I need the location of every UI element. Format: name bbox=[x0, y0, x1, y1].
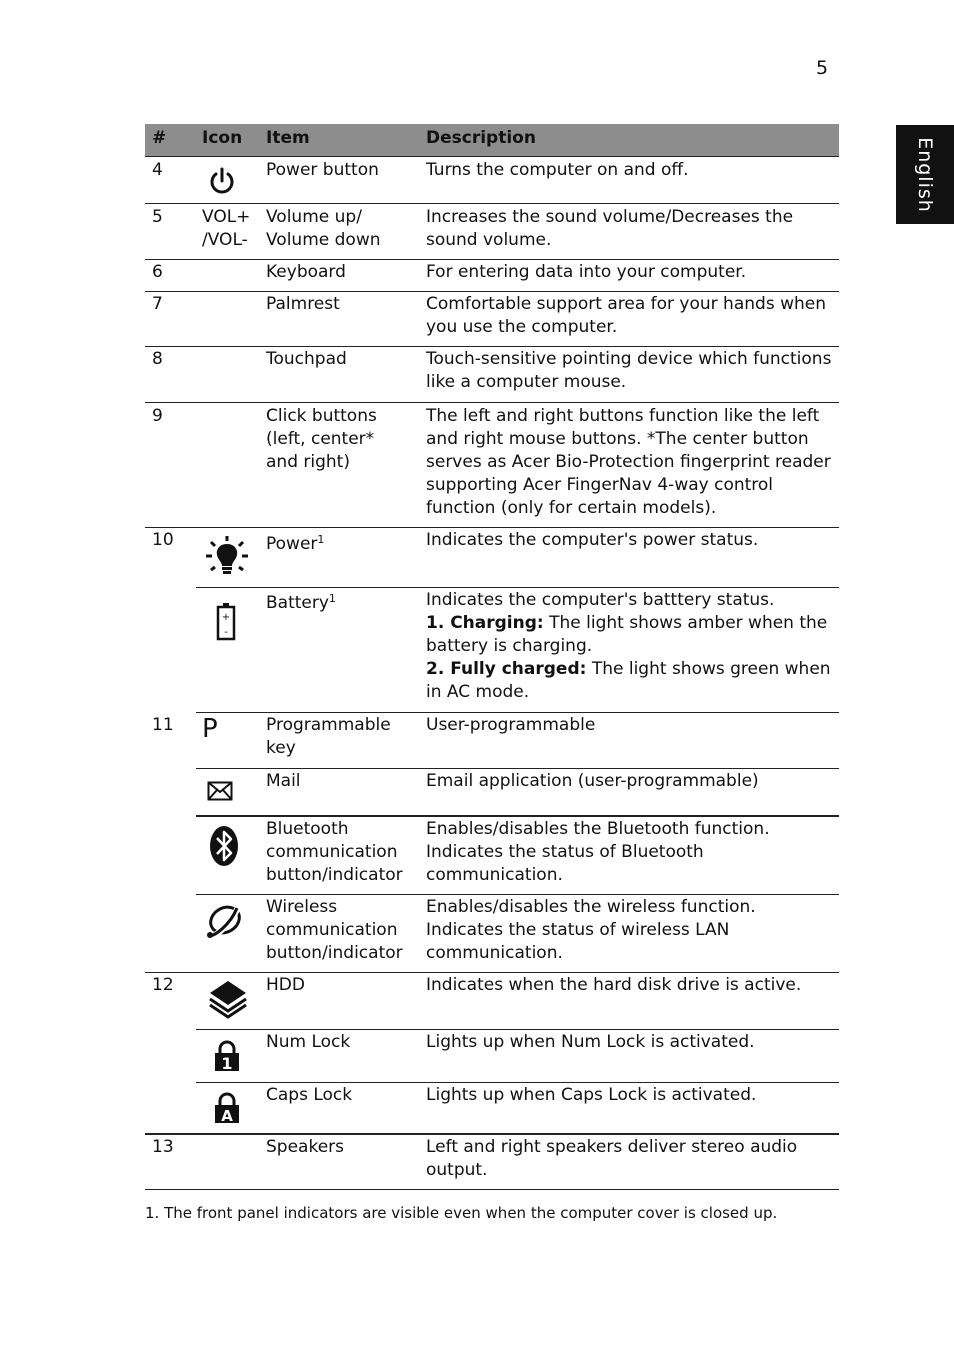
power-icon bbox=[207, 167, 237, 197]
row-num: 13 bbox=[152, 1137, 174, 1157]
table-row bbox=[196, 768, 839, 817]
row-description: Indicates when the hard disk drive is active. bbox=[426, 975, 802, 995]
svg-text:-: - bbox=[224, 627, 228, 638]
table-row bbox=[145, 204, 839, 260]
programmable-key-icon: P bbox=[202, 714, 218, 744]
footnote: 1. The front panel indicators are visible even when the computer cover is closed up. bbox=[145, 1204, 778, 1222]
fully-charged-note bbox=[426, 658, 836, 704]
fully-charged-label: 2. Fully charged: bbox=[426, 659, 587, 679]
row-num: 12 bbox=[152, 975, 174, 995]
table-row bbox=[145, 292, 839, 347]
item-label: Battery bbox=[266, 593, 329, 613]
table-row bbox=[196, 1082, 839, 1133]
row-description: Enables/disables the wireless function. Indicates the status of wireless LAN communication. bbox=[426, 897, 756, 963]
row-description: For entering data into your computer. bbox=[426, 262, 747, 282]
row-description: Touch-sensitive pointing device which functions like a computer mouse. bbox=[426, 349, 832, 392]
header-num: # bbox=[152, 128, 167, 148]
fully-charged-text: The light shows green when in AC mode. bbox=[426, 659, 831, 702]
row-item bbox=[266, 592, 416, 615]
row-num: 9 bbox=[152, 406, 163, 426]
header-description: Description bbox=[426, 128, 536, 148]
row-num: 5 bbox=[152, 207, 163, 227]
row-description: Indicates the computer's power status. bbox=[426, 530, 759, 550]
table-header bbox=[145, 124, 839, 157]
components-table bbox=[145, 124, 839, 1190]
mail-icon bbox=[207, 781, 233, 801]
table-row bbox=[145, 528, 839, 587]
row-item: Programmable key bbox=[266, 715, 391, 758]
row-num: 7 bbox=[152, 294, 163, 314]
row-description: Email application (user-programmable) bbox=[426, 771, 759, 791]
row-num: 10 bbox=[152, 530, 174, 550]
footnote-marker: 1 bbox=[328, 592, 336, 605]
caps-lock-icon bbox=[214, 1092, 240, 1124]
row-item: Keyboard bbox=[266, 262, 346, 282]
row-num: 6 bbox=[152, 262, 163, 282]
row-item: Click buttons (left, center* and right) bbox=[266, 406, 377, 472]
power-light-icon bbox=[203, 534, 251, 582]
language-tab-label: English bbox=[914, 136, 937, 213]
table-row bbox=[196, 895, 839, 972]
row-item: Wireless communication button/indicator bbox=[266, 897, 403, 963]
page-number: 5 bbox=[816, 57, 829, 79]
row-description: Lights up when Caps Lock is activated. bbox=[426, 1085, 757, 1105]
num-lock-glyph: 1 bbox=[221, 1054, 233, 1072]
row-description: Enables/disables the Bluetooth function. Indicates the status of Bluetooth communication. bbox=[426, 819, 770, 885]
row-item: Num Lock bbox=[266, 1032, 351, 1052]
table-row bbox=[145, 403, 839, 528]
item-label: Power bbox=[266, 534, 318, 554]
row-description: Left and right speakers deliver stereo audio output. bbox=[426, 1137, 798, 1180]
svg-text:+: + bbox=[221, 612, 231, 623]
footnote-marker: 1 bbox=[317, 533, 325, 546]
row-description: Lights up when Num Lock is activated. bbox=[426, 1032, 755, 1052]
row-item: Speakers bbox=[266, 1137, 345, 1157]
hdd-icon bbox=[208, 979, 248, 1019]
row-description bbox=[426, 589, 836, 704]
row-description: Comfortable support area for your hands when you use the computer. bbox=[426, 294, 826, 337]
table-row bbox=[145, 713, 839, 768]
battery-description: Indicates the computer's batttery status. bbox=[426, 590, 775, 610]
row-item: Bluetooth communication button/indicator bbox=[266, 819, 403, 885]
caps-lock-glyph: A bbox=[221, 1107, 233, 1124]
table-row bbox=[145, 347, 839, 403]
row-item: Caps Lock bbox=[266, 1085, 353, 1105]
row-item: Mail bbox=[266, 771, 301, 791]
table-row bbox=[145, 1133, 839, 1190]
row-description: User-programmable bbox=[426, 715, 596, 735]
row-item: Power button bbox=[266, 160, 379, 180]
volume-keys-label: VOL+ /VOL- bbox=[202, 207, 251, 250]
row-item: Touchpad bbox=[266, 349, 347, 369]
wireless-icon bbox=[205, 903, 243, 939]
charging-text: The light shows amber when the battery is charging. bbox=[426, 613, 828, 656]
bluetooth-icon bbox=[209, 825, 239, 867]
row-item bbox=[266, 533, 416, 556]
row-num: 4 bbox=[152, 160, 163, 180]
row-num: 11 bbox=[152, 715, 174, 735]
row-description: The left and right buttons function like the left and right mouse buttons. *The center button serves as Acer Bio-Protection fingerprint reader supporting Acer FingerNav 4-way control function (only for certain models). bbox=[426, 406, 831, 518]
table-row bbox=[145, 157, 839, 204]
charging-note bbox=[426, 612, 836, 658]
row-item: HDD bbox=[266, 975, 305, 995]
table-row bbox=[145, 260, 839, 292]
table-row bbox=[145, 972, 839, 1029]
num-lock-icon bbox=[214, 1040, 240, 1072]
charging-label: 1. Charging: bbox=[426, 613, 544, 633]
row-item: Palmrest bbox=[266, 294, 340, 314]
header-icon: Icon bbox=[202, 128, 243, 148]
language-tab bbox=[896, 125, 954, 224]
header-item: Item bbox=[266, 128, 310, 148]
row-description: Turns the computer on and off. bbox=[426, 160, 689, 180]
row-num: 8 bbox=[152, 349, 163, 369]
row-item: Volume up/ Volume down bbox=[266, 207, 381, 250]
battery-icon bbox=[216, 602, 236, 642]
table-row bbox=[196, 817, 839, 895]
table-row bbox=[196, 587, 839, 713]
row-description: Increases the sound volume/Decreases the sound volume. bbox=[426, 207, 794, 250]
table-row bbox=[196, 1029, 839, 1082]
